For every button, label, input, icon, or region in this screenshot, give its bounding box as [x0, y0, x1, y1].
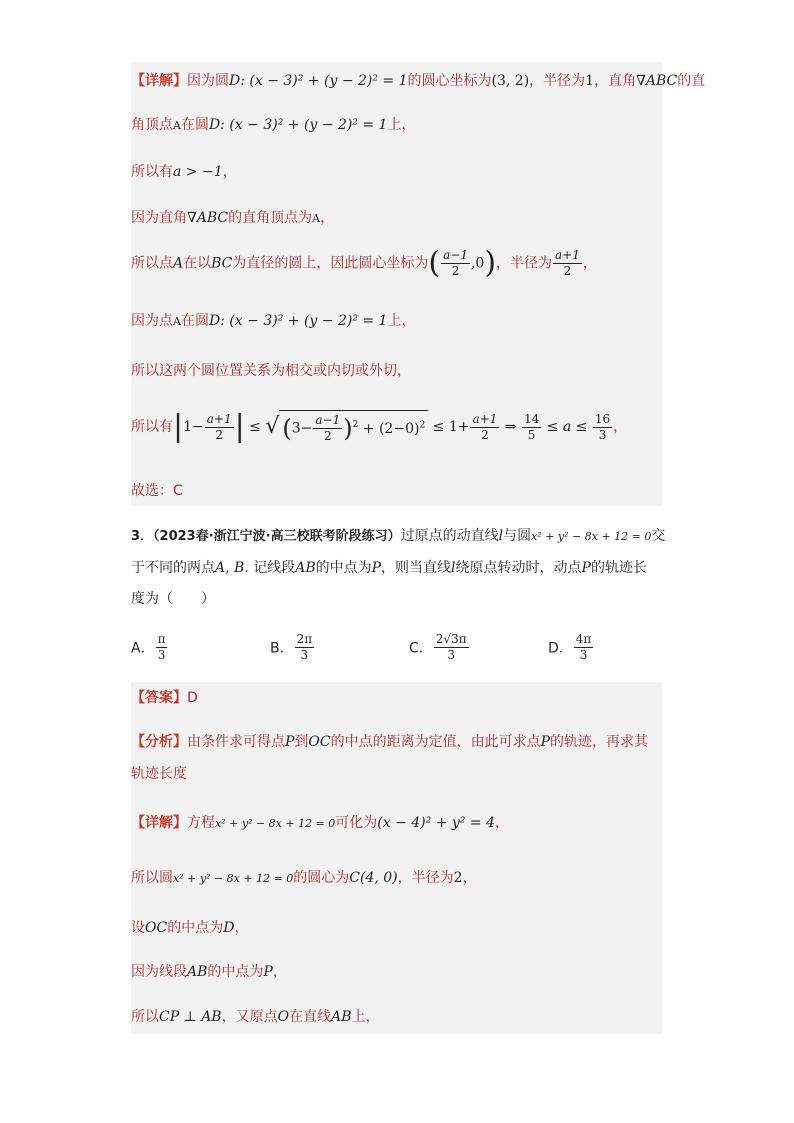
question-source: （2023春·浙江宁波·高三校联考阶段练习）	[153, 529, 401, 544]
detail-line-8: 所以有|1− $\frac{a+1}{2}$ | ≤ √ (3− $\frac{a-1}{2}$ )$^2 + (2-0)^2 \le 1+$ $\frac{a+1}{2}$ ⇒ $\frac{14}{5}$ ≤ a ≤ $\frac{16}{3}$ ，	[131, 409, 628, 444]
detail2-line-5: 所以CP ⊥ AB，又原点O在直线AB上，	[131, 1009, 380, 1025]
detail-label: 【详解】	[131, 73, 187, 89]
question-3-line-2: 于不同的两点A, B. 记线段AB的中点为P，则当直线l绕原点转动时，动点P的轨迹长	[131, 560, 647, 576]
circle-equation: D: (x − 3)² + (y − 2)² = 1	[229, 73, 408, 89]
detail-line-1: 【详解】因为圆D: (x − 3)² + (y − 2)² = 1的圆心坐标为(3, 2)，半径为1，直角∇ABC的直	[131, 73, 706, 89]
detail2-line-2: 所以圆x² + y² − 8x + 12 = 0的圆心为C(4, 0)，半径为2，	[131, 870, 477, 886]
analysis-line-1: 【分析】由条件求可得点P到OC的中点的距离为定值，由此可求点P的轨迹，再求其	[131, 734, 649, 750]
detail-line-5: 所以点A在以BC为直径的圆上，因此圆心坐标为( $\frac{a-1}{2}$ ,0)，半径为 $\frac{a+1}{2}$ ，	[131, 245, 597, 281]
detail-line-3: 所以有a > −1，	[131, 164, 237, 180]
detail-line-9: 故选：C	[131, 483, 183, 499]
center-x-fraction: $\frac{a-1}{2}$	[443, 248, 468, 278]
option-c[interactable]: C． $\frac{2√3\pi}{3}$	[409, 632, 467, 662]
question-3-line-1: 3．（2023春·浙江宁波·高三校联考阶段练习）过原点的动直线l与圆x² + y² − 8x + 12 = 0交	[131, 528, 666, 544]
radius-fraction: $\frac{a+1}{2}$	[555, 248, 580, 278]
detail2-line-3: 设OC的中点为D，	[131, 920, 249, 936]
detail-line-7: 所以这两个圆位置关系为相交或内切或外切，	[131, 363, 411, 379]
option-d[interactable]: D． $\frac{4\pi}{3}$	[548, 632, 592, 662]
detail-line-4: 因为直角∇ABC的直角顶点为A，	[131, 210, 335, 226]
detail2-line-4: 因为线段AB的中点为P，	[131, 964, 287, 980]
detail-line-2: 角顶点A在圆D: (x − 3)² + (y − 2)² = 1上，	[131, 117, 416, 133]
detail-line-6: 因为点A在圆D: (x − 3)² + (y − 2)² = 1上，	[131, 313, 416, 329]
option-a[interactable]: A． $\frac{\pi}{3}$	[131, 632, 166, 662]
answer-line: 【答案】D	[131, 690, 198, 706]
answer-value: D	[187, 690, 198, 706]
option-b[interactable]: B． $\frac{2\pi}{3}$	[270, 632, 313, 662]
question-3-line-3: 度为（ ）	[131, 591, 215, 607]
analysis-line-2: 轨迹长度	[131, 766, 187, 782]
detail2-line-1: 【详解】方程x² + y² − 8x + 12 = 0可化为(x − 4)² + y² = 4，	[131, 815, 509, 831]
